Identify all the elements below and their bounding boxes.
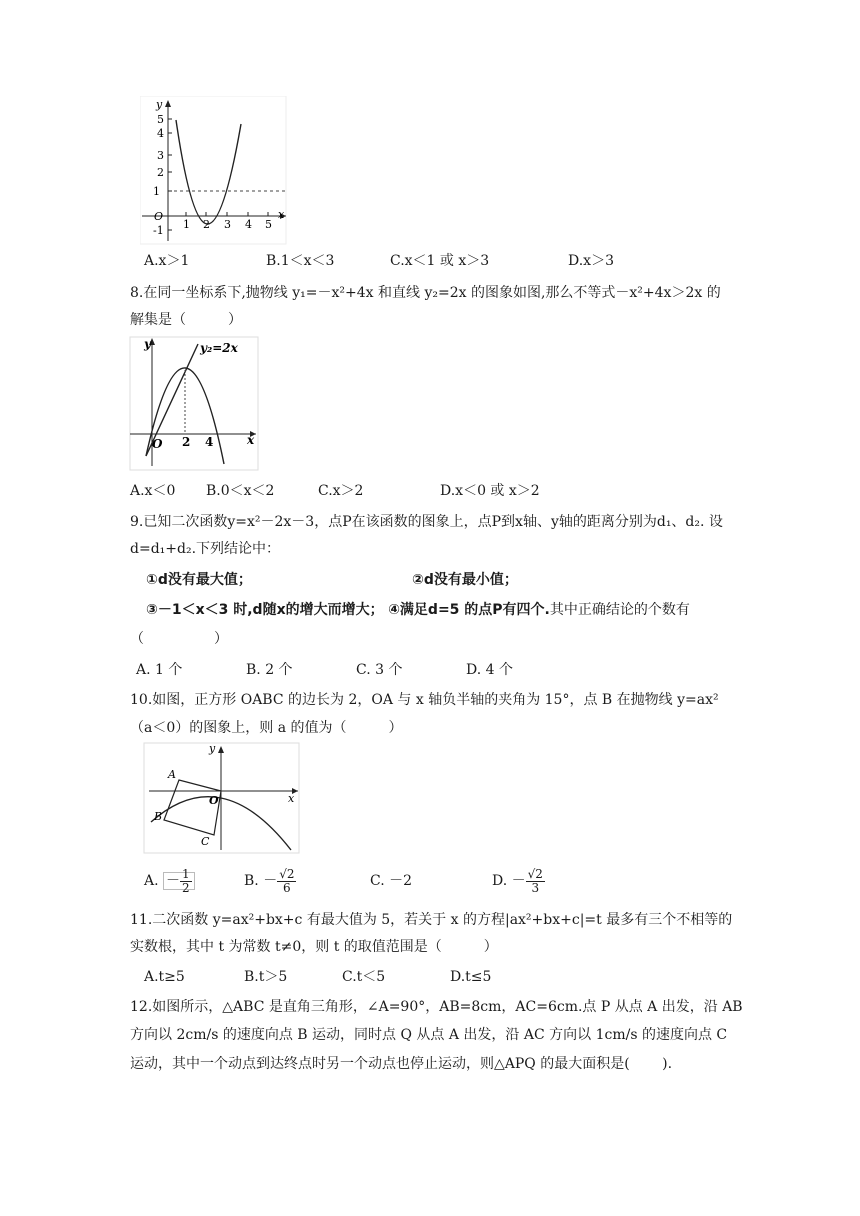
q7-ytick: -1 <box>153 224 164 237</box>
q10-x-label: x <box>288 792 295 805</box>
q9-option-d: D. 4 个 <box>466 662 513 678</box>
q10-option-b: B. － $\frac{√2}{6}$ <box>244 866 295 895</box>
q11-option-b: B.t＞5 <box>244 969 288 985</box>
q8-option-c: C.x＞2 <box>318 483 364 499</box>
q8-tick-4: 4 <box>205 435 214 449</box>
q10-square-parabola-graph <box>143 742 301 854</box>
q9-option-b: B. 2 个 <box>246 662 293 678</box>
q7-xtick: 4 <box>245 218 252 231</box>
q7-option-b: B.1＜x＜3 <box>266 253 335 269</box>
q11-option-a: A.t≥5 <box>144 969 185 985</box>
q10-stem-line2: （a＜0）的图象上，则 a 的值为（ ） <box>130 720 403 736</box>
q7-xtick: 3 <box>224 218 231 231</box>
q10-point-c: C <box>201 835 210 848</box>
q8-option-d: D.x＜0 或 x＞2 <box>440 483 540 499</box>
q10-option-c: C. －2 <box>370 873 413 889</box>
q10-y-label: y <box>209 742 216 755</box>
q12-stem-line2: 方向以 2cm/s 的速度向点 B 运动，同时点 Q 从点 A 出发，沿 AC 方向以 1cm/s 的速度向点 C <box>130 1027 728 1043</box>
q7-ytick: 5 <box>157 113 164 126</box>
q9-conclusion-row <box>146 600 690 620</box>
q11-option-c: C.t＜5 <box>342 969 386 985</box>
q12-stem-line3: 运动，其中一个动点到达终点时另一个动点也停止运动，则△APQ 的最大面积是( ). <box>130 1056 673 1072</box>
q9-stem-line2: d=d₁+d₂.下列结论中： <box>130 541 281 557</box>
q8-option-a: A.x＜0 <box>130 483 176 499</box>
q7-option-d: D.x＞3 <box>568 253 614 269</box>
q7-ytick: 1 <box>153 185 160 198</box>
q7-x-label: x <box>278 208 285 221</box>
q7-ytick: 4 <box>157 127 164 140</box>
q7-xtick: 5 <box>265 218 272 231</box>
q8-y-label: y <box>144 337 151 351</box>
q10-point-a: A <box>168 768 176 781</box>
q9-stem-line1: 9.已知二次函数y=x²－2x－3，点P在该函数的图象上，点P到x轴、y轴的距离分别为d₁、d₂. 设 <box>130 514 723 530</box>
q8-origin-label: O <box>152 437 163 451</box>
q7-parabola-graph <box>140 96 290 246</box>
q7-option-c: C.x＜1 或 x＞3 <box>390 253 490 269</box>
q10-option-d: D. － $\frac{√2}{3}$ <box>492 866 543 895</box>
q11-stem-line2: 实数根，其中 t 为常数 t≠0，则 t 的取值范围是（ ） <box>130 939 498 955</box>
q7-ytick: 3 <box>157 149 164 162</box>
q8-stem-line1: 8.在同一坐标系下,抛物线 y₁=－x²+4x 和直线 y₂=2x 的图象如图,那么不等式－x²+4x＞2x 的 <box>130 285 721 301</box>
q9-conclusion-3: ③－1＜x＜3 时,d随x的增大而增大； <box>146 602 384 618</box>
q10-stem-line1: 10.如图，正方形 OABC 的边长为 2，OA 与 x 轴负半轴的夹角为 15°，点 B 在抛物线 y=ax² <box>130 692 719 708</box>
q7-xtick: 1 <box>183 218 190 231</box>
q8-stem-line2: 解集是（ ） <box>130 312 242 328</box>
q8-tick-2: 2 <box>182 435 191 449</box>
q7-xtick: 2 <box>203 218 210 231</box>
q9-tail: 其中正确结论的个数有 <box>549 602 690 618</box>
q10-point-b: B <box>154 810 163 823</box>
q9-conclusion-2: ②d没有最小值； <box>412 572 518 588</box>
q9-answer-paren: （ ） <box>130 631 228 647</box>
q11-option-d: D.t≤5 <box>450 969 492 985</box>
q10-option-a: A. － $\frac{1}{2}$ <box>144 866 195 896</box>
q9-conclusion-4: ④满足d=5 的点P有四个. <box>388 602 550 618</box>
q8-x-label: x <box>247 433 255 447</box>
q7-ytick: 2 <box>157 166 164 179</box>
q9-option-a: A. 1 个 <box>136 662 183 678</box>
q9-conclusion-1: ①d没有最大值； <box>146 572 252 588</box>
q9-option-c: C. 3 个 <box>356 662 403 678</box>
q8-option-b: B.0＜x＜2 <box>206 483 275 499</box>
q7-option-a: A.x＞1 <box>144 253 190 269</box>
q12-stem-line1: 12.如图所示，△ABC 是直角三角形，∠A=90°，AB=8cm，AC=6cm.点 P 从点 A 出发，沿 AB <box>130 999 743 1015</box>
q7-y-label: y <box>156 98 163 111</box>
q8-line-label: y₂=2x <box>200 341 238 355</box>
q10-origin-label: O <box>209 794 219 807</box>
q7-origin-label: O <box>154 210 164 223</box>
q11-stem-line1: 11.二次函数 y=ax²+bx+c 有最大值为 5，若关于 x 的方程|ax²+bx+c|=t 最多有三个不相等的 <box>130 912 733 928</box>
q8-parabola-line-graph <box>128 336 260 472</box>
